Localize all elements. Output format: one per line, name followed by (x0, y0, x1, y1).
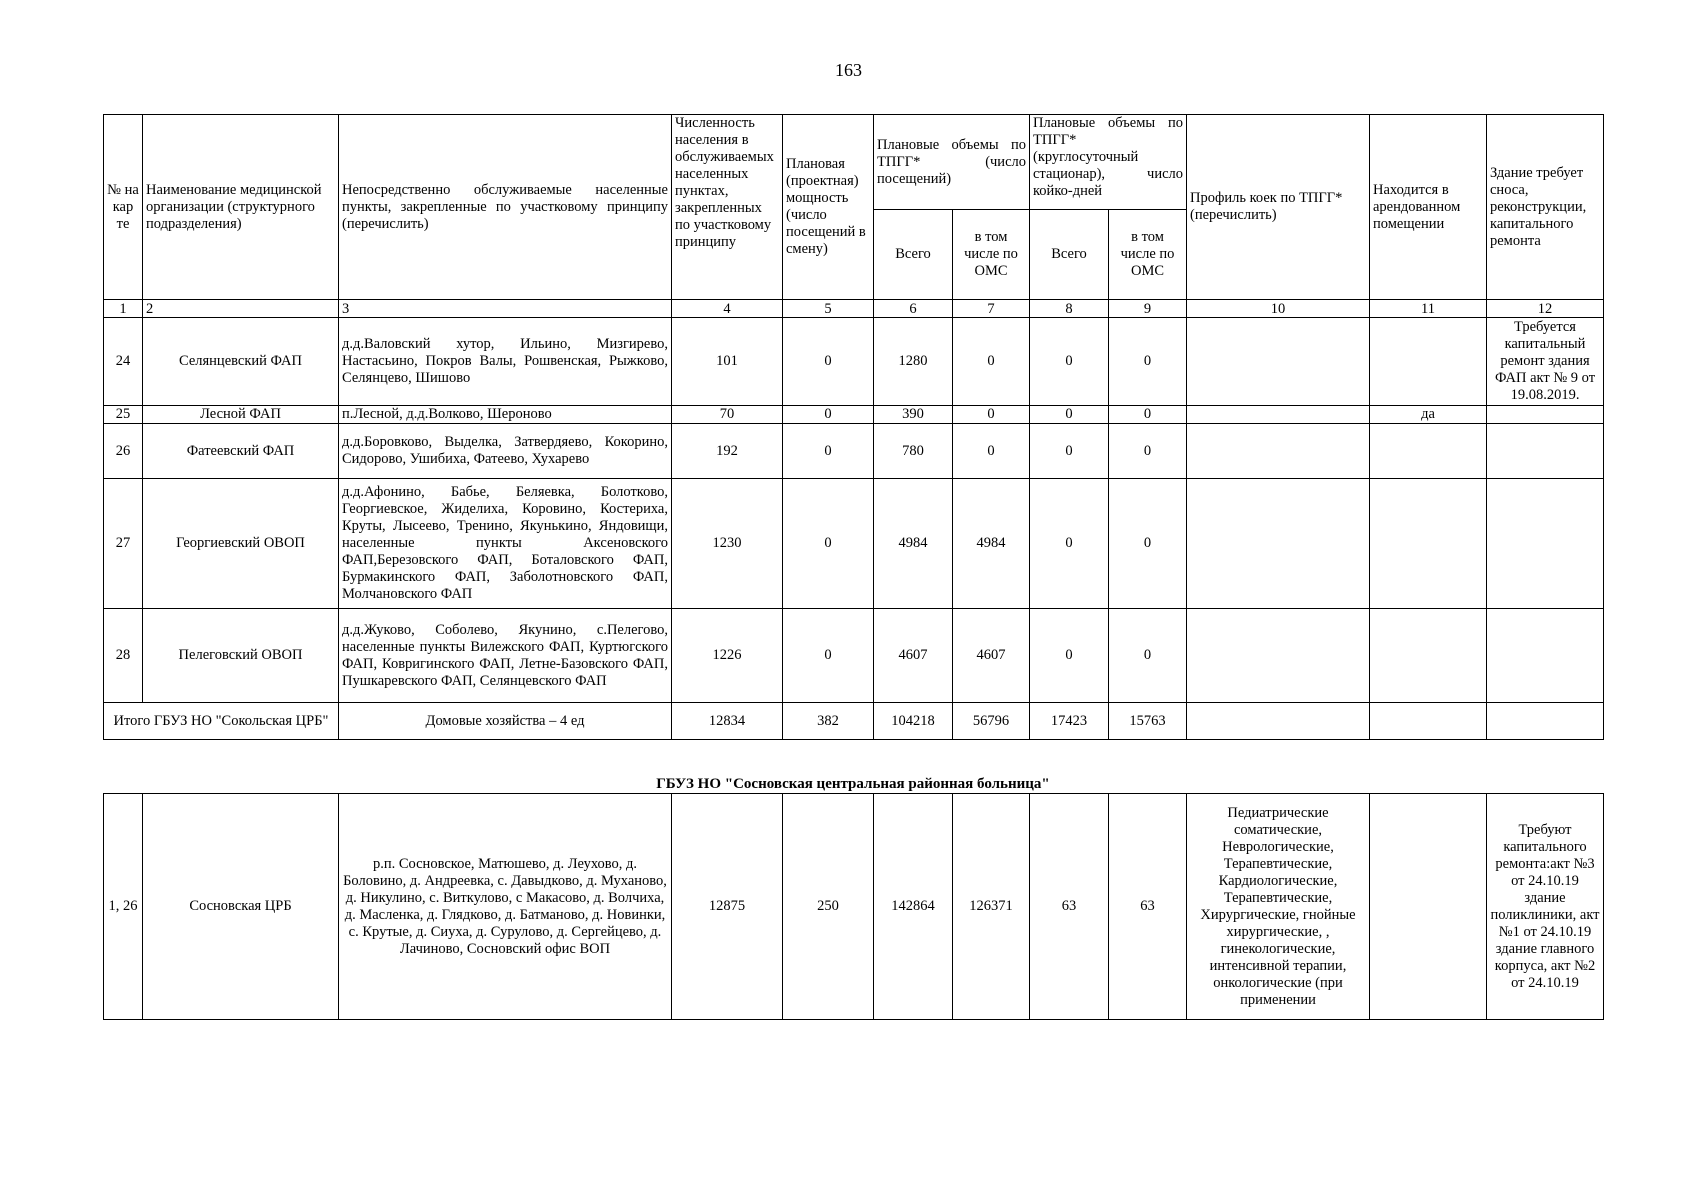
cell-places: д.д.Афонино, Бабье, Беляевка, Болотково, Георгиевское, Жиделиха, Коровино, Костериха, Круты, Лысеево, Тренино, Якунькино, Яндовищи, населенные пункты Аксеновского ФАП,Березовского ФАП, Боталовского ФАП, Бурмакинского ФАП, Заболотновского ФАП, Молчановского ФАП (339, 479, 672, 609)
cell-visits-oms: 4984 (953, 479, 1030, 609)
cell-rented (1370, 479, 1487, 609)
cell-beds-total: 0 (1030, 609, 1109, 703)
total-empty (1487, 703, 1604, 740)
total-visits-oms: 56796 (953, 703, 1030, 740)
header-num: № на кар те (104, 115, 143, 300)
cell-beds-oms: 0 (1109, 318, 1187, 406)
cell-rented (1370, 794, 1487, 1020)
cell-repair: Требуется капитальный ремонт здания ФАП акт № 9 от 19.08.2019. (1487, 318, 1604, 406)
cell-visits-oms: 0 (953, 424, 1030, 479)
total-beds: 17423 (1030, 703, 1109, 740)
cell-visits-oms: 126371 (953, 794, 1030, 1020)
cell-repair (1487, 609, 1604, 703)
cell-rented: да (1370, 406, 1487, 424)
header-profile: Профиль коек по ТПГГ* (перечислить) (1187, 115, 1370, 300)
cell-num: 25 (104, 406, 143, 424)
table-row (104, 318, 1604, 406)
cell-visits-total: 390 (874, 406, 953, 424)
col-number: 11 (1370, 300, 1487, 318)
cell-visits-oms: 0 (953, 318, 1030, 406)
cell-visits-total: 780 (874, 424, 953, 479)
cell-name: Георгиевский ОВОП (143, 479, 339, 609)
cell-beds-oms: 0 (1109, 406, 1187, 424)
cell-rented (1370, 424, 1487, 479)
cell-places: п.Лесной, д.д.Волково, Шероново (339, 406, 672, 424)
main-table (103, 114, 1604, 740)
cell-cap: 0 (783, 479, 874, 609)
cell-profile (1187, 424, 1370, 479)
cell-cap: 0 (783, 318, 874, 406)
header-repair: Здание требует сноса, реконструкции, капитального ремонта (1487, 115, 1604, 300)
cell-profile (1187, 609, 1370, 703)
table-row (104, 424, 1604, 479)
cell-beds-oms: 0 (1109, 424, 1187, 479)
cell-visits-oms: 0 (953, 406, 1030, 424)
cell-beds-oms: 0 (1109, 609, 1187, 703)
header-beds-total: Всего (1030, 210, 1109, 300)
cell-pop: 70 (672, 406, 783, 424)
section-title: ГБУЗ НО "Сосновская центральная районная больница" (656, 776, 1050, 792)
cell-name: Фатеевский ФАП (143, 424, 339, 479)
cell-num: 28 (104, 609, 143, 703)
cell-num: 24 (104, 318, 143, 406)
total-label: Итого ГБУЗ НО "Сокольская ЦРБ" (104, 703, 339, 740)
cell-places: д.д.Боровково, Выделка, Затвердяево, Кокорино, Сидорово, Ушибиха, Фатеево, Хухарево (339, 424, 672, 479)
total-places: Домовые хозяйства – 4 ед (339, 703, 672, 740)
cell-cap: 0 (783, 406, 874, 424)
cell-rented (1370, 609, 1487, 703)
col-number: 2 (143, 300, 339, 318)
cell-cap: 0 (783, 609, 874, 703)
cell-beds-total: 63 (1030, 794, 1109, 1020)
cell-visits-total: 4607 (874, 609, 953, 703)
cell-num: 1, 26 (104, 794, 143, 1020)
cell-name: Лесной ФАП (143, 406, 339, 424)
cell-profile (1187, 406, 1370, 424)
cell-cap: 0 (783, 424, 874, 479)
cell-rented (1370, 318, 1487, 406)
cell-profile: Педиатрические соматические, Неврологические, Терапевтические, Кардиологические, Терапевтические, Хирургические, гнойные хирургические, , гинекологические, интенсивной терапии, онкологические (при применении (1187, 794, 1370, 1020)
cell-visits-total: 4984 (874, 479, 953, 609)
header-visits: Плановые объемы по ТПГГ* (число посещений) (874, 115, 1030, 210)
cell-pop: 1226 (672, 609, 783, 703)
col-number: 7 (953, 300, 1030, 318)
cell-places: д.д.Валовский хутор, Ильино, Мизгирево, Настасьино, Покров Валы, Рошвенская, Рыжково, Селянцево, Шишово (339, 318, 672, 406)
cell-repair (1487, 424, 1604, 479)
cell-name: Сосновская ЦРБ (143, 794, 339, 1020)
header-org: Наименование медицинской организации (структурного подразделения) (143, 115, 339, 300)
cell-pop: 101 (672, 318, 783, 406)
cell-name: Пелеговский ОВОП (143, 609, 339, 703)
cell-places: р.п. Сосновское, Матюшево, д. Леухово, д. Боловино, д. Андреевка, с. Давыдково, д. Муханово, д. Никулино, с. Виткулово, с Макасово, д. Волчиха, д. Масленка, д. Глядково, д. Батманово, д. Новинки, с. Крутые, д. Сиуха, д. Сурулово, д. Сергейцево, д. Лачиново, Сосновский офис ВОП (339, 794, 672, 1020)
col-number: 6 (874, 300, 953, 318)
col-number: 8 (1030, 300, 1109, 318)
table-row (104, 794, 1604, 1020)
cell-num: 27 (104, 479, 143, 609)
header-capacity: Плановая (проектная) мощность (число посещений в смену) (783, 115, 874, 300)
header-places: Непосредственно обслуживаемые населенные пункты, закрепленные по участковому принципу (перечислить) (339, 115, 672, 300)
cell-repair (1487, 406, 1604, 424)
header-beds-oms: в том числе по ОМС (1109, 210, 1187, 300)
cell-profile (1187, 479, 1370, 609)
header-population: Численность населения в обслуживаемых населенных пунктах, закрепленных по участковому принципу (672, 115, 783, 300)
col-number: 5 (783, 300, 874, 318)
cell-visits-oms: 4607 (953, 609, 1030, 703)
cell-beds-total: 0 (1030, 318, 1109, 406)
cell-name: Селянцевский ФАП (143, 318, 339, 406)
total-empty (1370, 703, 1487, 740)
header-rented: Находится в арендованном помещении (1370, 115, 1487, 300)
cell-beds-oms: 63 (1109, 794, 1187, 1020)
col-number: 1 (104, 300, 143, 318)
cell-visits-total: 142864 (874, 794, 953, 1020)
col-number: 3 (339, 300, 672, 318)
total-beds-oms: 15763 (1109, 703, 1187, 740)
total-visits: 104218 (874, 703, 953, 740)
cell-repair (1487, 479, 1604, 609)
cell-beds-total: 0 (1030, 479, 1109, 609)
header-visits-total: Всего (874, 210, 953, 300)
col-number: 9 (1109, 300, 1187, 318)
header-visits-oms: в том числе по ОМС (953, 210, 1030, 300)
second-table (103, 793, 1604, 1020)
total-row (104, 703, 1604, 740)
page-number: 163 (835, 60, 862, 80)
col-number: 4 (672, 300, 783, 318)
col-number: 10 (1187, 300, 1370, 318)
cell-beds-oms: 0 (1109, 479, 1187, 609)
cell-pop: 12875 (672, 794, 783, 1020)
table-row (104, 479, 1604, 609)
total-pop: 12834 (672, 703, 783, 740)
cell-pop: 192 (672, 424, 783, 479)
header-beds: Плановые объемы по ТПГГ* (круглосуточный стационар), число койко-дней (1030, 115, 1187, 210)
table-row (104, 406, 1604, 424)
total-empty (1187, 703, 1370, 740)
cell-places: д.д.Жуково, Соболево, Якунино, с.Пелегово, населенные пункты Вилежского ФАП, Куртюгского ФАП, Ковригинского ФАП, Летне-Базовского ФАП, Пушкаревского ФАП, Селянцевского ФАП (339, 609, 672, 703)
cell-beds-total: 0 (1030, 406, 1109, 424)
cell-beds-total: 0 (1030, 424, 1109, 479)
cell-visits-total: 1280 (874, 318, 953, 406)
cell-profile (1187, 318, 1370, 406)
cell-repair: Требуют капитального ремонта:акт №3 от 24.10.19 здание поликлиники, акт №1 от 24.10.19 здание главного корпуса, акт №2 от 24.10.19 (1487, 794, 1604, 1020)
cell-cap: 250 (783, 794, 874, 1020)
cell-pop: 1230 (672, 479, 783, 609)
table-row (104, 609, 1604, 703)
cell-num: 26 (104, 424, 143, 479)
total-cap: 382 (783, 703, 874, 740)
col-number: 12 (1487, 300, 1604, 318)
